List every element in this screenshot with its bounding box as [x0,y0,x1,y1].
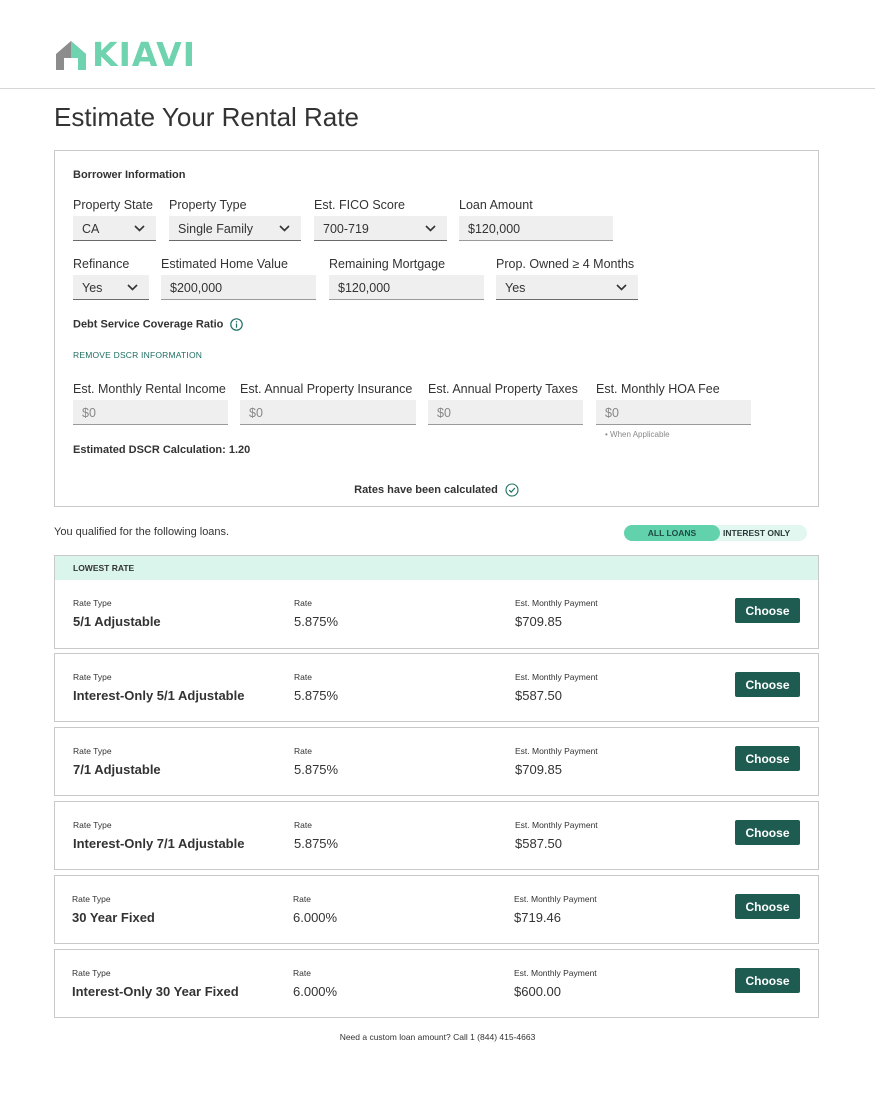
fico-score-value: 700-719 [323,222,369,236]
borrower-info-heading: Borrower Information [73,169,186,181]
rate-value: 5.875% [294,836,339,851]
calculation-status [55,483,818,497]
home-value-value: $200,000 [170,281,223,295]
rate-type-cell [72,968,239,999]
rate-type-label: Rate Type [73,746,112,756]
monthly-payment-label: Est. Monthly Payment [515,746,598,756]
choose-button[interactable]: Choose [735,598,800,623]
rental-income-label: Est. Monthly Rental Income [73,382,226,396]
insurance-field [240,382,416,425]
taxes-placeholder: $0 [437,406,451,420]
rate-cell [294,746,338,777]
prop-owned-label: Prop. Owned ≥ 4 Months [496,257,635,271]
house-logo-icon [54,38,88,72]
chevron-down-icon [616,284,627,291]
prop-owned-field [496,257,638,300]
hoa-label: Est. Monthly HOA Fee [596,382,720,396]
rate-type-cell [73,598,161,629]
monthly-payment-cell [514,968,597,999]
monthly-payment-cell [515,820,598,851]
info-icon[interactable] [230,318,243,331]
loan-option-card [54,875,819,944]
prop-owned-select[interactable] [496,275,638,300]
rental-income-placeholder: $0 [82,406,96,420]
monthly-payment-label: Est. Monthly Payment [515,820,598,830]
rate-value: 5.875% [294,762,339,777]
dscr-heading-text: Debt Service Coverage Ratio [73,318,224,331]
insurance-input[interactable] [240,400,416,425]
remaining-mortgage-value: $120,000 [338,281,391,295]
loan-option-card [54,653,819,722]
prop-owned-value: Yes [505,281,526,295]
kiavi-logo[interactable] [54,35,196,74]
loan-option-card [54,727,819,796]
property-state-label: Property State [73,198,153,212]
rate-type-cell [72,894,155,925]
property-state-value: CA [82,222,100,236]
rate-label: Rate [294,746,312,756]
calculation-status-text: Rates have been calculated [354,483,498,496]
rate-type-cell [73,672,244,703]
rate-type-value: 30 Year Fixed [72,910,155,925]
fico-score-select[interactable] [314,216,447,241]
rate-type-value: Interest-Only 5/1 Adjustable [73,688,245,703]
monthly-payment-cell [515,598,598,629]
property-type-field [169,198,301,241]
remaining-mortgage-input[interactable] [329,275,484,300]
home-value-label: Estimated Home Value [161,257,288,271]
rate-type-label: Rate Type [73,598,112,608]
hoa-placeholder: $0 [605,406,619,420]
chevron-down-icon [279,225,290,232]
monthly-payment-value: $709.85 [515,614,562,629]
rental-income-input[interactable] [73,400,228,425]
logo-wordmark: KIAVI [92,35,196,74]
dscr-heading [73,318,243,331]
monthly-payment-value: $719.46 [514,910,561,925]
refinance-field [73,257,149,300]
rate-type-label: Rate Type [72,968,111,978]
remaining-mortgage-field [329,257,484,300]
rate-type-label: Rate Type [73,672,112,682]
rate-type-value: Interest-Only 7/1 Adjustable [73,836,245,851]
rate-type-cell [73,746,161,777]
choose-button[interactable]: Choose [735,968,800,993]
monthly-payment-label: Est. Monthly Payment [514,894,597,904]
hoa-hint: • When Applicable [605,430,670,439]
refinance-select[interactable] [73,275,149,300]
hoa-input[interactable] [596,400,751,425]
monthly-payment-cell [515,672,598,703]
loan-filter-toggle [624,525,807,541]
property-type-select[interactable] [169,216,301,241]
rate-cell [294,598,338,629]
insurance-label: Est. Annual Property Insurance [240,382,413,396]
fico-score-field [314,198,447,241]
dscr-calculation: Estimated DSCR Calculation: 1.20 [73,444,251,456]
chevron-down-icon [127,284,138,291]
taxes-label: Est. Annual Property Taxes [428,382,578,396]
monthly-payment-value: $709.85 [515,762,562,777]
estimate-form [54,150,819,507]
home-value-input[interactable] [161,275,316,300]
rental-income-field [73,382,228,425]
home-value-field [161,257,316,300]
property-state-field [73,198,156,241]
loan-option-card [54,580,819,649]
site-header [0,0,875,89]
monthly-payment-label: Est. Monthly Payment [515,598,598,608]
rate-value: 5.875% [294,688,339,703]
loan-option-card [54,801,819,870]
check-circle-icon [505,483,519,497]
rate-type-label: Rate Type [73,820,112,830]
property-state-select[interactable] [73,216,156,241]
taxes-input[interactable] [428,400,583,425]
choose-button[interactable]: Choose [735,746,800,771]
rate-type-label: Rate Type [72,894,111,904]
rate-label: Rate [294,820,312,830]
property-type-value: Single Family [178,222,254,236]
fico-score-label: Est. FICO Score [314,198,405,212]
rate-cell [293,968,337,999]
monthly-payment-value: $587.50 [515,688,562,703]
interest-only-toggle[interactable]: INTEREST ONLY [723,528,791,538]
loan-amount-value: $120,000 [468,222,521,236]
rate-label: Rate [294,672,312,682]
rate-cell [293,894,337,925]
lowest-rate-banner: LOWEST RATE [54,555,819,580]
page-title: Estimate Your Rental Rate [54,102,359,132]
rate-label: Rate [293,968,311,978]
rate-type-value: 5/1 Adjustable [73,614,161,629]
monthly-payment-cell [514,894,597,925]
remove-dscr-link[interactable]: REMOVE DSCR INFORMATION [73,350,203,360]
rate-cell [294,820,338,851]
choose-button[interactable]: Choose [735,820,800,845]
rate-value: 5.875% [294,614,339,629]
property-type-label: Property Type [169,198,247,212]
rate-label: Rate [293,894,311,904]
rate-cell [294,672,338,703]
rate-type-cell [73,820,244,851]
qualified-message: You qualified for the following loans. [54,526,230,538]
choose-button[interactable]: Choose [735,894,800,919]
rate-value: 6.000% [293,984,338,999]
monthly-payment-value: $600.00 [514,984,561,999]
taxes-field [428,382,583,425]
chevron-down-icon [425,225,436,232]
monthly-payment-value: $587.50 [515,836,562,851]
monthly-payment-label: Est. Monthly Payment [514,968,597,978]
remaining-mortgage-label: Remaining Mortgage [329,257,446,271]
rate-type-value: 7/1 Adjustable [73,762,161,777]
insurance-placeholder: $0 [249,406,263,420]
all-loans-toggle[interactable]: ALL LOANS [624,525,720,541]
monthly-payment-cell [515,746,598,777]
choose-button[interactable]: Choose [735,672,800,697]
custom-loan-note: Need a custom loan amount? Call 1 (844) 415-4663 [339,1032,536,1042]
rate-label: Rate [294,598,312,608]
hoa-field [596,382,751,425]
refinance-label: Refinance [73,257,130,271]
rate-type-value: Interest-Only 30 Year Fixed [72,984,239,999]
refinance-value: Yes [82,281,103,295]
chevron-down-icon [134,225,145,232]
loan-amount-field [459,198,613,241]
rate-value: 6.000% [293,910,338,925]
monthly-payment-label: Est. Monthly Payment [515,672,598,682]
loan-option-card [54,949,819,1018]
loan-amount-input[interactable] [459,216,613,241]
loan-amount-label: Loan Amount [459,198,533,212]
